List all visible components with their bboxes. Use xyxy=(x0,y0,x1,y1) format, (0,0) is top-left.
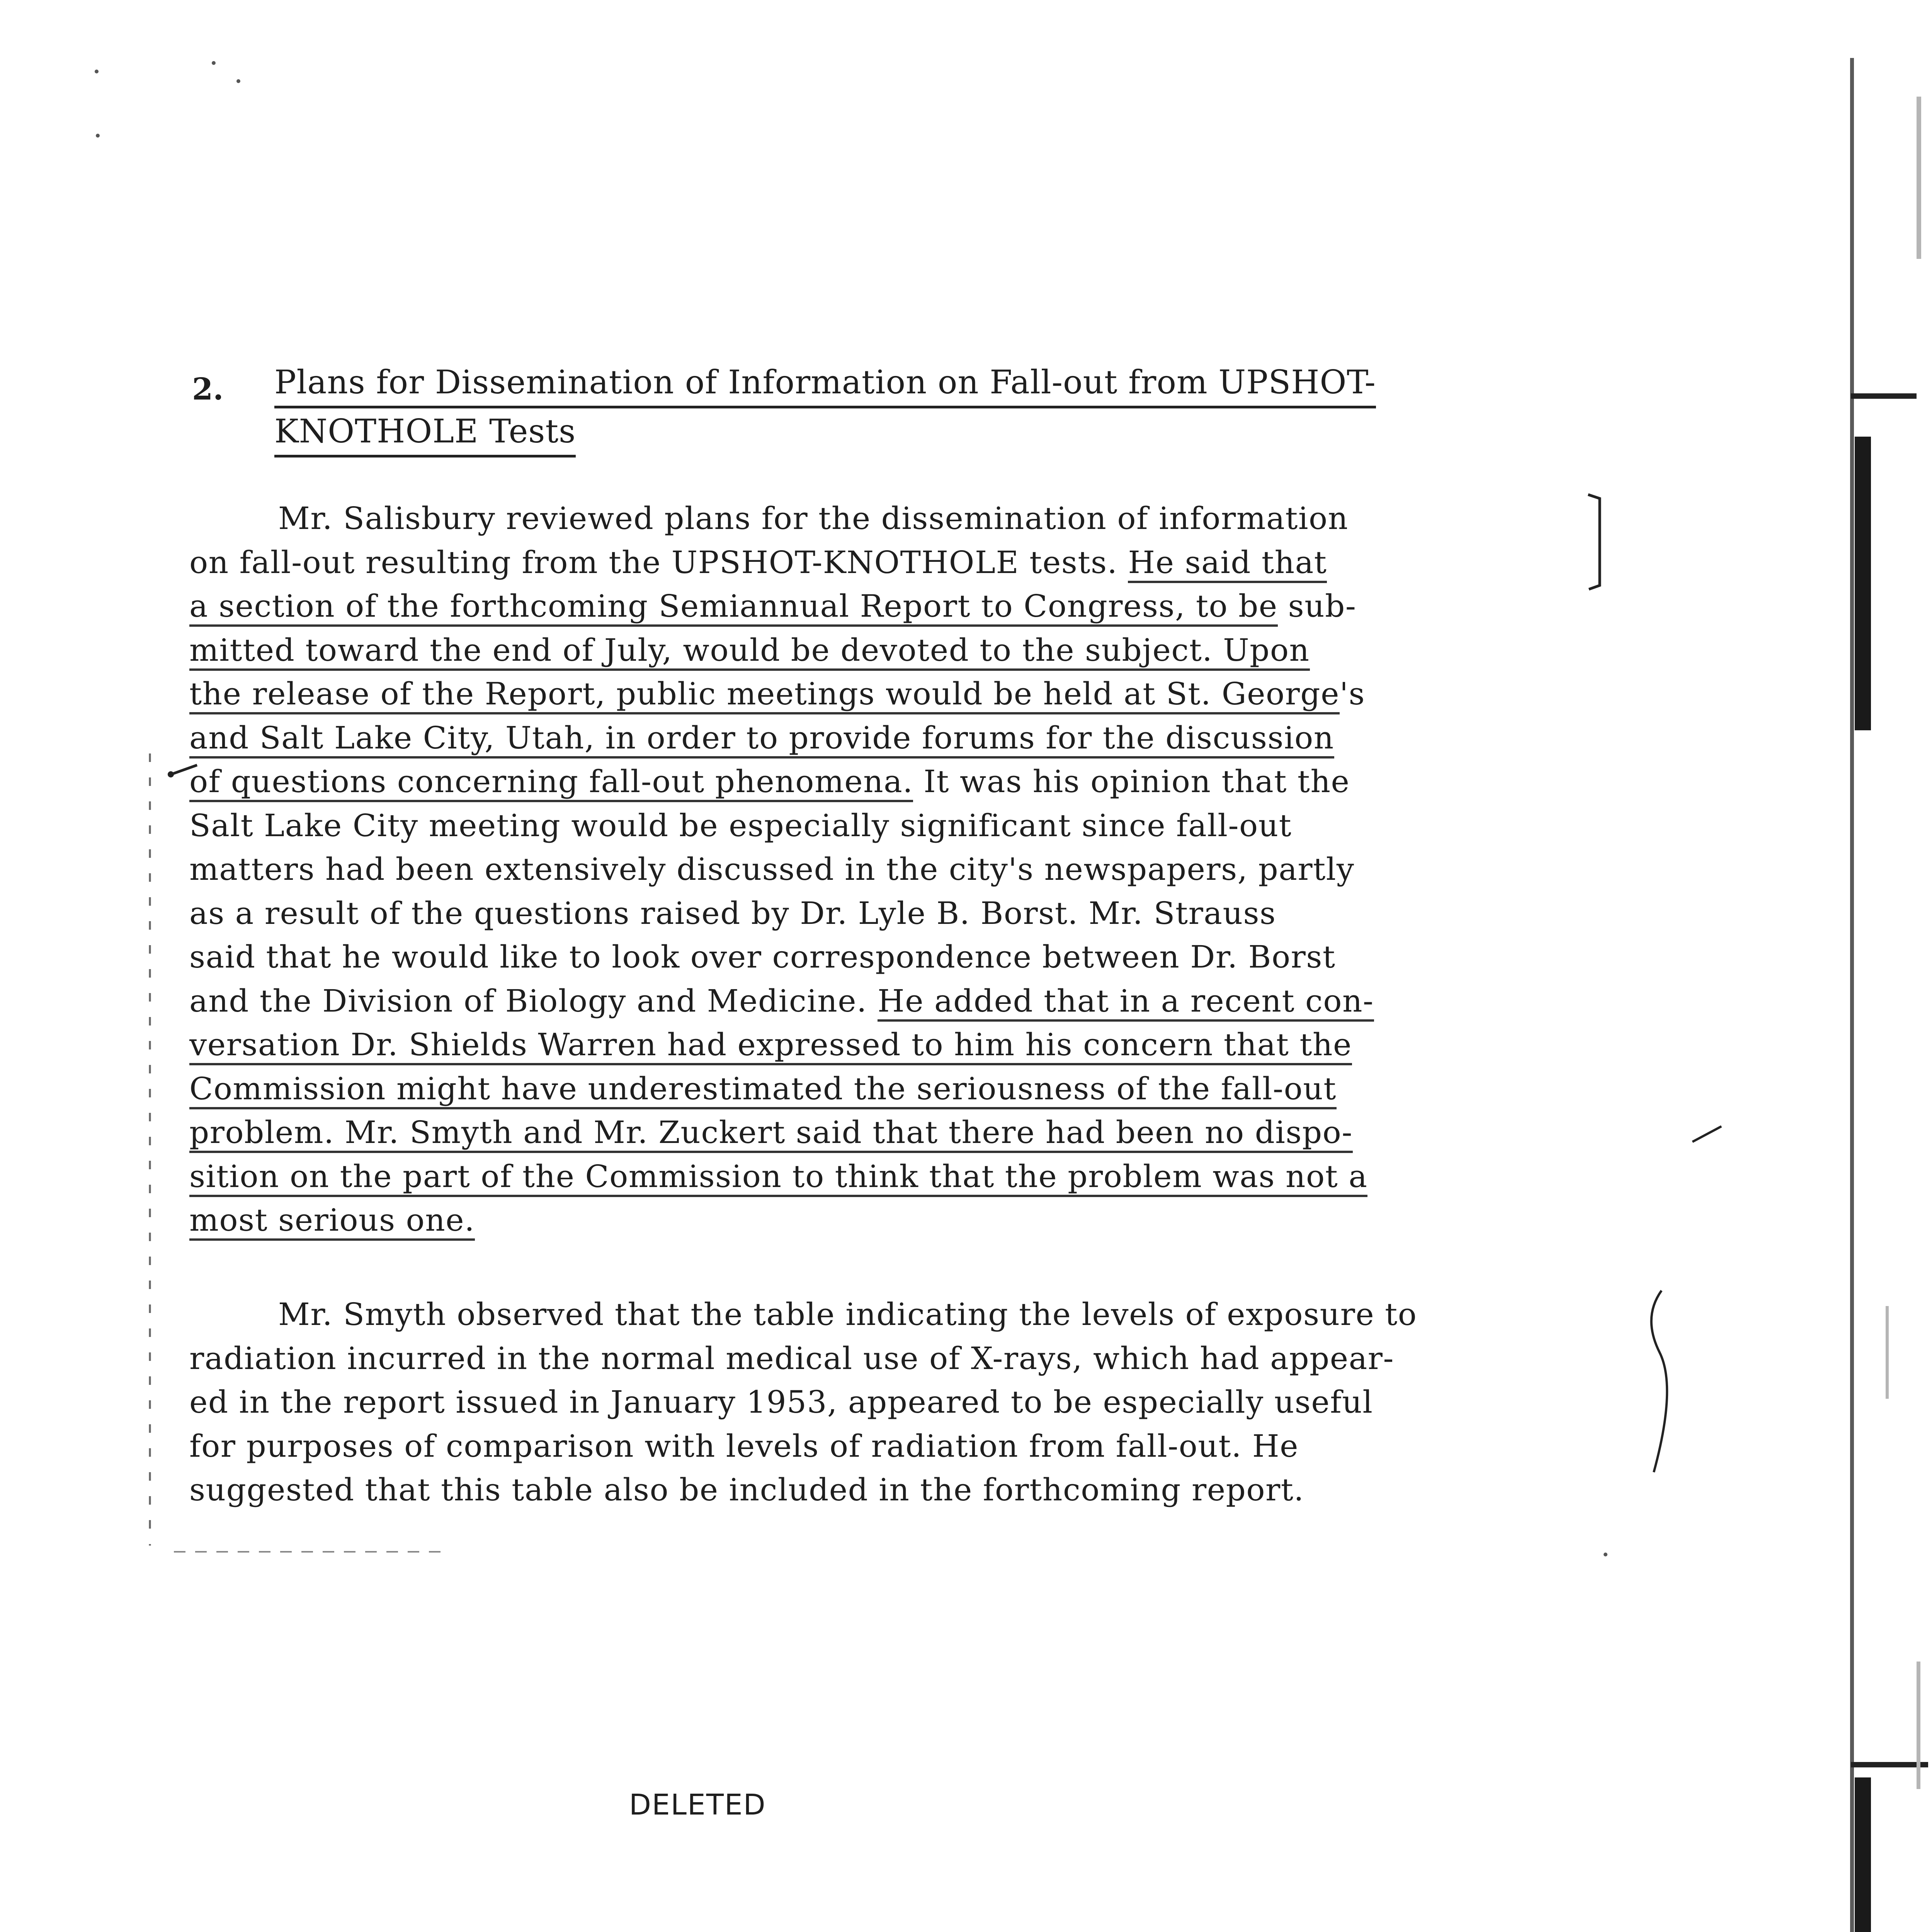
paragraph-line xyxy=(189,716,1596,760)
text-run: Salt Lake City meeting would be especially significant since fall-out xyxy=(189,807,1292,844)
text-run: matters had been extensively discussed in the city's newspapers, partly xyxy=(189,851,1355,887)
underlined-text: sition on the part of the Commission to think that the problem was not a xyxy=(189,1158,1367,1197)
margin-arrow-mark xyxy=(166,757,201,781)
scan-dot xyxy=(1604,1553,1607,1556)
paragraph-line: radiation incurred in the normal medical use of X-rays, which had appear- xyxy=(189,1340,1395,1376)
text-run: sub- xyxy=(1277,588,1357,624)
deleted-notice: DELETED xyxy=(629,1788,766,1821)
paragraph-line xyxy=(189,1155,1596,1199)
underlined-text: problem. Mr. Smyth and Mr. Zuckert said that there had been no dispo- xyxy=(189,1114,1353,1153)
paragraph-line: Mr. Smyth observed that the table indicating the levels of exposure to xyxy=(278,1296,1417,1332)
paragraph-line xyxy=(189,1111,1596,1155)
text-run: 's xyxy=(1339,676,1365,712)
underlined-text: mitted toward the end of July, would be devoted to the subject. Upon xyxy=(189,632,1310,671)
underlined-text: most serious one. xyxy=(189,1202,475,1241)
scan-speckle xyxy=(1917,1662,1920,1789)
underlined-text: Commission might have underestimated the seriousness of the fall-out xyxy=(189,1071,1337,1109)
text-run: as a result of the questions raised by Dr. Lyle B. Borst. Mr. Strauss xyxy=(189,895,1276,931)
paragraph-line: suggested that this table also be included in the forthcoming report. xyxy=(189,1472,1304,1508)
text-run: Mr. Salisbury reviewed plans for the dissemination of information xyxy=(278,500,1349,536)
margin-bracket-mark xyxy=(1584,491,1615,591)
paragraph-line xyxy=(189,804,1596,848)
underlined-text: He added that in a recent con- xyxy=(878,983,1374,1022)
paragraph-line xyxy=(189,1023,1596,1067)
scan-speckle xyxy=(1917,97,1921,259)
scan-edge-line xyxy=(1850,58,1854,1932)
paragraph-2 xyxy=(189,1293,1634,1512)
margin-tick-mark xyxy=(1689,1121,1727,1148)
underlined-text: and Salt Lake City, Utah, in order to provide forums for the discussion xyxy=(189,720,1334,759)
scan-edge-block xyxy=(1855,1777,1871,1932)
section-title-line1: Plans for Dissemination of Information on Fall-out from UPSHOT- xyxy=(274,359,1376,408)
scan-dot xyxy=(236,79,240,83)
underlined-text: of questions concerning fall-out phenomena. xyxy=(189,764,913,802)
underlined-text: the release of the Report, public meetings would be held at St. George xyxy=(189,676,1340,714)
paragraph-line xyxy=(189,935,1596,979)
paragraph-line: ed in the report issued in January 1953, appeared to be especially useful xyxy=(189,1384,1373,1420)
paragraph-1 xyxy=(189,497,1596,1242)
margin-dotted-rule xyxy=(146,753,154,1546)
paragraph-line xyxy=(189,672,1596,716)
scan-speckle xyxy=(1886,1306,1889,1399)
paragraph-line xyxy=(189,628,1596,672)
scan-dot xyxy=(95,70,99,73)
section-title-line2: KNOTHOLE Tests xyxy=(274,408,576,457)
dashed-rule xyxy=(174,1549,444,1554)
paragraph-line xyxy=(189,1198,1596,1242)
section-title xyxy=(274,359,1607,457)
paragraph-line xyxy=(189,891,1596,935)
text-run: said that he would like to look over correspondence between Dr. Borst xyxy=(189,939,1336,975)
paragraph-line xyxy=(189,847,1596,891)
underlined-text: He said that xyxy=(1128,544,1327,583)
underlined-text: a section of the forthcoming Semiannual Report to Congress, to be xyxy=(189,588,1278,627)
paragraph-line xyxy=(189,541,1596,585)
paragraph-line xyxy=(189,760,1596,804)
scan-dot xyxy=(96,134,100,138)
paragraph-line xyxy=(189,497,1596,541)
paragraph-line xyxy=(189,979,1596,1023)
paragraph-line: for purposes of comparison with levels of radiation from fall-out. He xyxy=(189,1428,1299,1464)
paragraph-line xyxy=(189,1067,1596,1111)
text-run: on fall-out resulting from the UPSHOT-KNOTHOLE tests. xyxy=(189,544,1128,580)
margin-paren-mark xyxy=(1638,1287,1681,1480)
section-number: 2. xyxy=(192,372,224,407)
scan-dot xyxy=(212,61,216,65)
text-run: It was his opinion that the xyxy=(913,764,1350,799)
paragraph-line xyxy=(189,584,1596,628)
text-run: and the Division of Biology and Medicine. xyxy=(189,983,878,1019)
scan-edge-block xyxy=(1855,437,1871,730)
scan-edge-tab xyxy=(1851,393,1917,399)
underlined-text: versation Dr. Shields Warren had expressed to him his concern that the xyxy=(189,1027,1352,1065)
